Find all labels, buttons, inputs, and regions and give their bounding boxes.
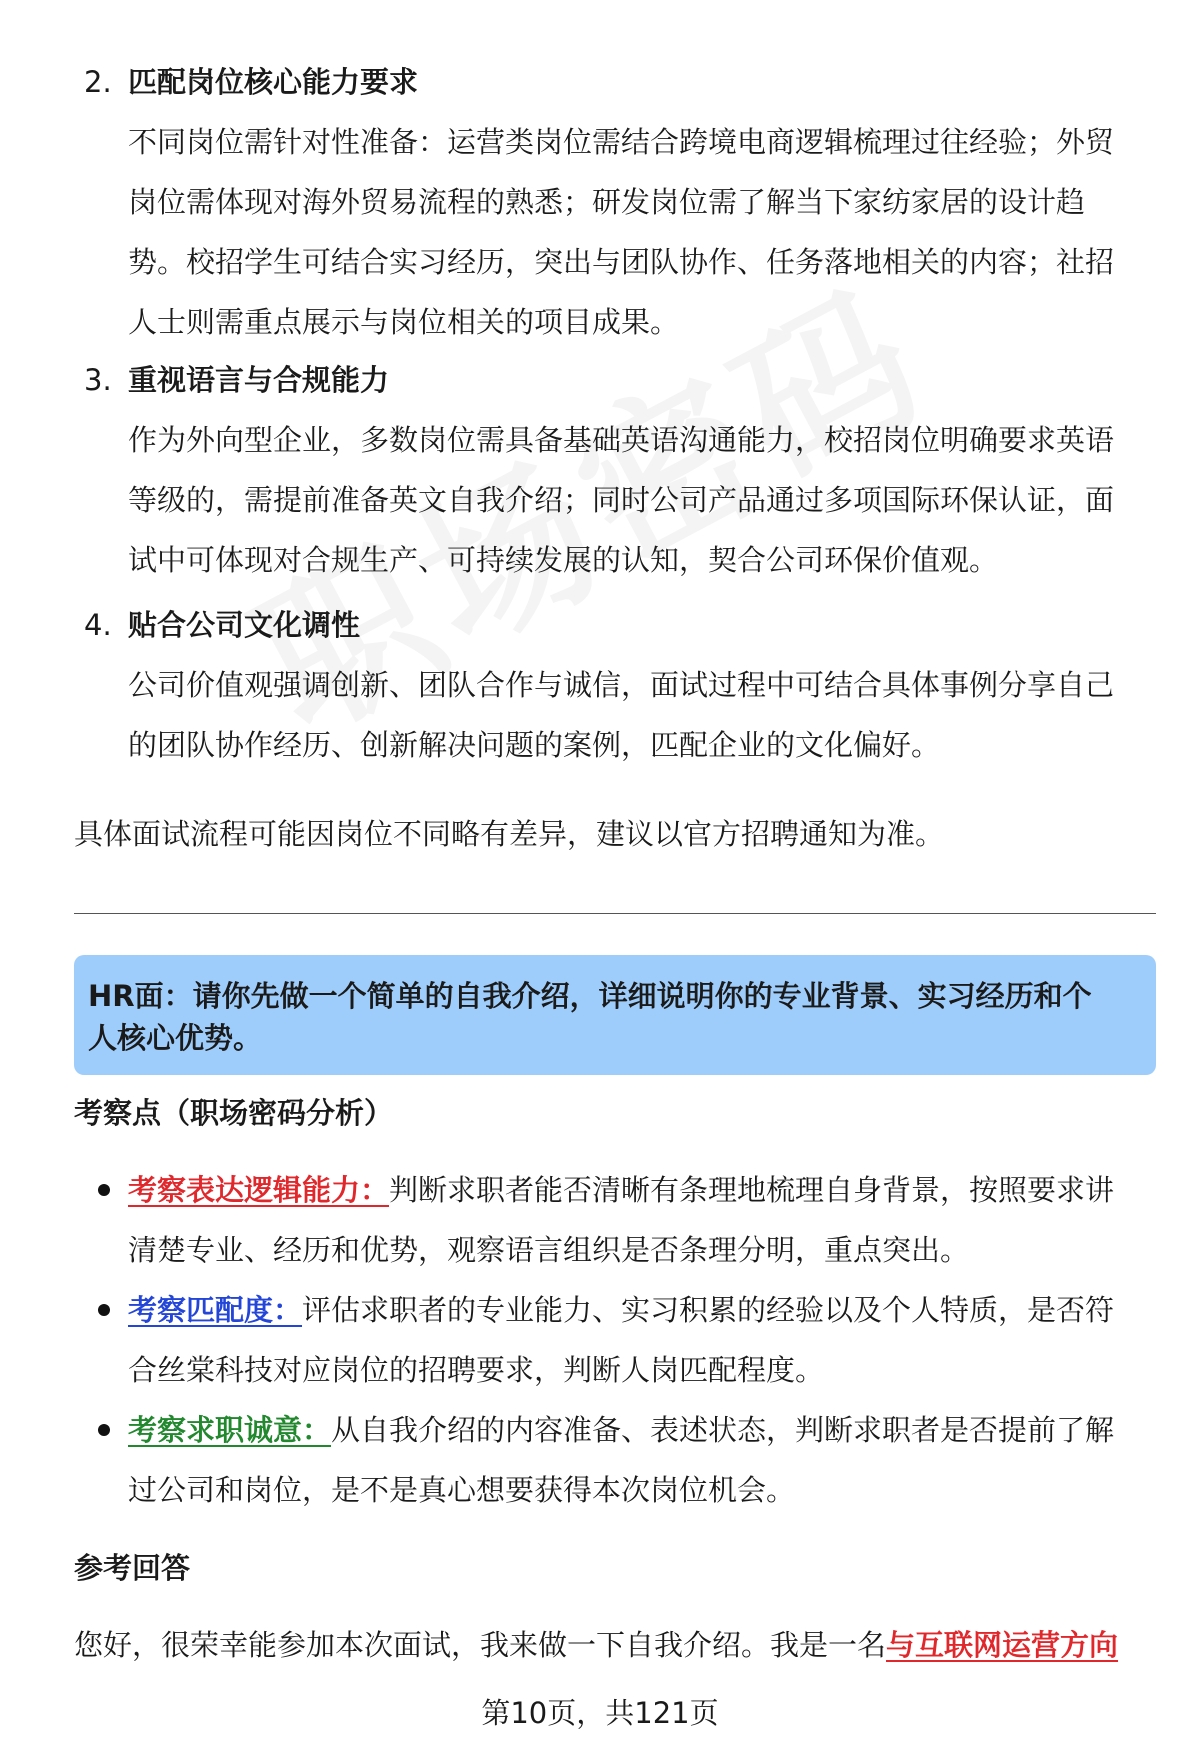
section-divider (74, 913, 1156, 914)
answer-highlight: 与互联网运营方向 (886, 1628, 1119, 1662)
list-item-3 (84, 350, 1144, 590)
bullet-icon (98, 1304, 110, 1316)
assessment-tag: 考察表达逻辑能力： (128, 1173, 390, 1207)
hr-question-line: 人核心优势。 (88, 1021, 263, 1055)
body-line: 人士则需重点展示与岗位相关的项目成果。 (128, 305, 680, 339)
reference-title: 参考回答 (74, 1551, 191, 1585)
assessment-item (84, 1400, 1144, 1520)
body-line: 势。校招学生可结合实习经历，突出与团队协作、任务落地相关的内容；社招 (128, 245, 1115, 279)
list-number: 2. (84, 65, 112, 99)
list-item-4 (84, 595, 1144, 775)
assessment-text: 判断求职者能否清晰有条理地梳理自身背景，按照要求讲 (389, 1173, 1115, 1207)
process-note: 具体面试流程可能因岗位不同略有差异，建议以官方招聘通知为准。 (74, 817, 945, 851)
list-item-2 (84, 52, 1144, 352)
list-body (128, 410, 1144, 590)
body-line: 作为外向型企业，多数岗位需具备基础英语沟通能力，校招岗位明确要求英语 (128, 423, 1115, 457)
list-number: 4. (84, 608, 112, 642)
assessment-text: 评估求职者的专业能力、实习积累的经验以及个人特质，是否符 (302, 1293, 1115, 1327)
list-body (128, 112, 1144, 352)
body-line: 的团队协作经历、创新解决问题的案例，匹配企业的文化偏好。 (128, 728, 941, 762)
list-title: 贴合公司文化调性 (128, 608, 361, 642)
body-line: 等级的，需提前准备英文自我介绍；同时公司产品通过多项国际环保认证，面 (128, 483, 1115, 517)
body-line: 试中可体现对合规生产、可持续发展的认知，契合公司环保价值观。 (128, 543, 999, 577)
assessment-list (84, 1160, 1144, 1520)
assessment-text: 清楚专业、经历和优势，观察语言组织是否条理分明，重点突出。 (128, 1233, 970, 1267)
assessment-item (84, 1160, 1144, 1280)
list-title: 匹配岗位核心能力要求 (128, 65, 419, 99)
hr-question-box (74, 955, 1156, 1075)
assessment-text: 从自我介绍的内容准备、表述状态，判断求职者是否提前了解 (331, 1413, 1115, 1447)
list-number: 3. (84, 363, 112, 397)
assessment-text: 过公司和岗位，是不是真心想要获得本次岗位机会。 (128, 1473, 796, 1507)
assessment-item (84, 1280, 1144, 1400)
answer-text: 您好，很荣幸能参加本次面试，我来做一下自我介绍。我是一名 (74, 1628, 887, 1662)
assessment-tag: 考察匹配度： (128, 1293, 303, 1327)
list-title: 重视语言与合规能力 (128, 363, 390, 397)
assessment-tag: 考察求职诚意： (128, 1413, 332, 1447)
list-body (128, 655, 1144, 775)
assessment-title: 考察点（职场密码分析） (74, 1096, 394, 1130)
assessment-text: 合丝棠科技对应岗位的招聘要求，判断人岗匹配程度。 (128, 1353, 825, 1387)
body-line: 岗位需体现对海外贸易流程的熟悉；研发岗位需了解当下家纺家居的设计趋 (128, 185, 1086, 219)
page-footer: 第10页，共121页 (481, 1696, 719, 1730)
bullet-icon (98, 1424, 110, 1436)
hr-question-line: HR面：请你先做一个简单的自我介绍，详细说明你的专业背景、实习经历和个 (88, 979, 1092, 1013)
body-line: 公司价值观强调创新、团队合作与诚信，面试过程中可结合具体事例分享自己 (128, 668, 1115, 702)
reference-answer (74, 1615, 1118, 1675)
body-line: 不同岗位需针对性准备：运营类岗位需结合跨境电商逻辑梳理过往经验；外贸 (128, 125, 1115, 159)
bullet-icon (98, 1184, 110, 1196)
